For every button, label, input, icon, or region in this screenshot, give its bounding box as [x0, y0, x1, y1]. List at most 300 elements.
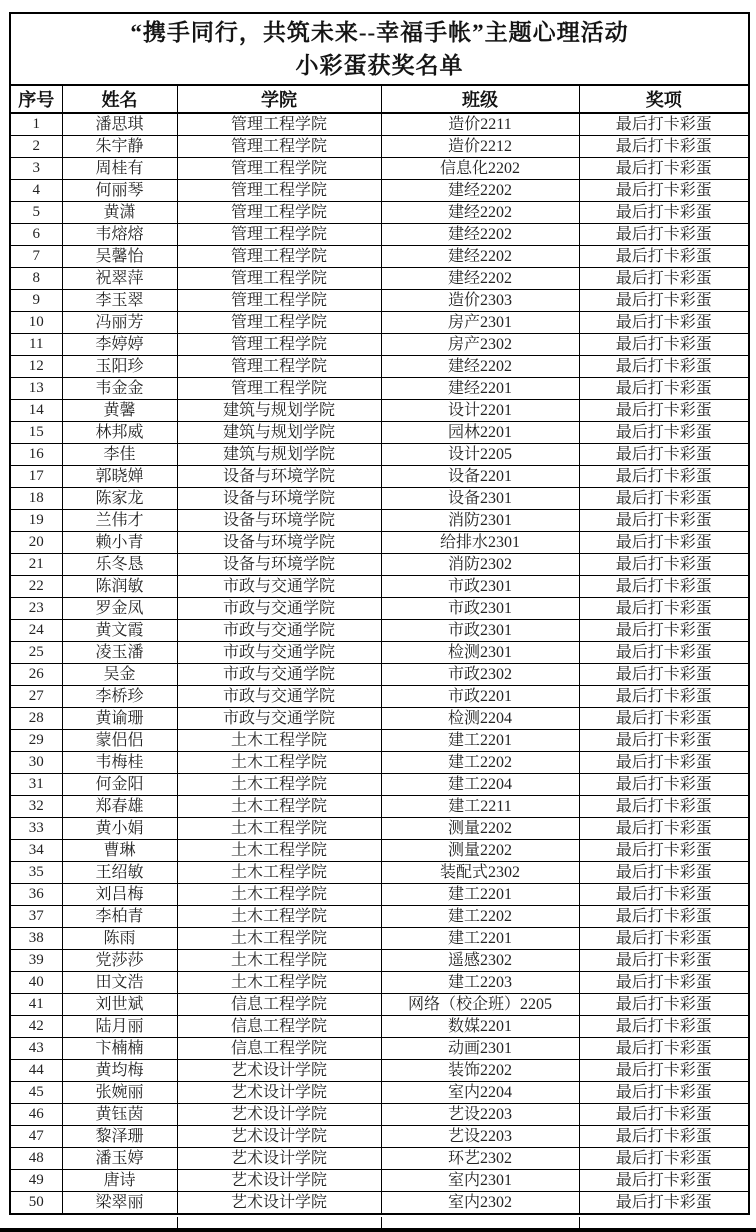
- cell-class: 遥感2302: [381, 950, 579, 972]
- cell-class: 建工2211: [381, 796, 579, 818]
- cell-college: 管理工程学院: [177, 290, 381, 312]
- cell-award: 最后打卡彩蛋: [579, 290, 749, 312]
- cell-college: 市政与交通学院: [177, 576, 381, 598]
- cell-class: 消防2302: [381, 554, 579, 576]
- cell-award: 最后打卡彩蛋: [579, 598, 749, 620]
- table-row: [10, 510, 749, 532]
- table-row: [10, 752, 749, 774]
- cell-award: 最后打卡彩蛋: [579, 664, 749, 686]
- cell-award: 最后打卡彩蛋: [579, 1082, 749, 1104]
- cell-class: 建经2202: [381, 356, 579, 378]
- cell-class: 造价2212: [381, 136, 579, 158]
- cell-award: 最后打卡彩蛋: [579, 158, 749, 180]
- table-row: [10, 1170, 749, 1192]
- cell-name: 黎泽珊: [62, 1126, 177, 1148]
- cell-class: 建经2202: [381, 268, 579, 290]
- cell-college: 管理工程学院: [177, 378, 381, 400]
- bottom-scan-line: [0, 1228, 756, 1232]
- table-row: [10, 334, 749, 356]
- cell-class: 建经2202: [381, 246, 579, 268]
- cell-no: 32: [10, 796, 62, 818]
- cell-college: 艺术设计学院: [177, 1104, 381, 1126]
- cell-name: 李桥珍: [62, 686, 177, 708]
- cell-no: 1: [10, 113, 62, 136]
- table-row: [10, 862, 749, 884]
- cell-award: 最后打卡彩蛋: [579, 1060, 749, 1082]
- cell-name: 凌玉潘: [62, 642, 177, 664]
- cell-name: 梁翠丽: [62, 1192, 177, 1215]
- table-row: [10, 532, 749, 554]
- document-title: [10, 13, 749, 85]
- title-line-2: 小彩蛋获奖名单: [295, 53, 464, 78]
- cell-no: 8: [10, 268, 62, 290]
- cell-college: 土木工程学院: [177, 972, 381, 994]
- table-row: [10, 598, 749, 620]
- cell-class: 建工2202: [381, 752, 579, 774]
- cell-no: 25: [10, 642, 62, 664]
- cell-award: 最后打卡彩蛋: [579, 1170, 749, 1192]
- cell-no: 9: [10, 290, 62, 312]
- cell-name: 卞楠楠: [62, 1038, 177, 1060]
- cell-class: 数媒2201: [381, 1016, 579, 1038]
- cell-name: 刘世斌: [62, 994, 177, 1016]
- cell-name: 陈家龙: [62, 488, 177, 510]
- cell-no: 33: [10, 818, 62, 840]
- cell-college: 建筑与规划学院: [177, 400, 381, 422]
- cell-class: 测量2202: [381, 840, 579, 862]
- cell-college: 市政与交通学院: [177, 708, 381, 730]
- cell-class: 建工2201: [381, 928, 579, 950]
- cell-name: 田文浩: [62, 972, 177, 994]
- cell-name: 李婷婷: [62, 334, 177, 356]
- cell-no: 2: [10, 136, 62, 158]
- table-row: [10, 290, 749, 312]
- cell-no: 5: [10, 202, 62, 224]
- cell-award: 最后打卡彩蛋: [579, 180, 749, 202]
- cell-class: 装饰2202: [381, 1060, 579, 1082]
- cell-no: 39: [10, 950, 62, 972]
- title-line-1: “携手同行，共筑未来--幸福手帐”主题心理活动: [130, 20, 629, 45]
- cell-award: 最后打卡彩蛋: [579, 422, 749, 444]
- cell-class: 给排水2301: [381, 532, 579, 554]
- cell-no: 40: [10, 972, 62, 994]
- cell-no: 49: [10, 1170, 62, 1192]
- cell-name: 黄潇: [62, 202, 177, 224]
- cell-name: 罗金凤: [62, 598, 177, 620]
- cell-no: 23: [10, 598, 62, 620]
- cell-award: 最后打卡彩蛋: [579, 1126, 749, 1148]
- cell-class: 市政2302: [381, 664, 579, 686]
- cell-college: 艺术设计学院: [177, 1082, 381, 1104]
- cell-college: 管理工程学院: [177, 113, 381, 136]
- cell-name: 何金阳: [62, 774, 177, 796]
- title-row: [10, 13, 749, 85]
- cell-award: 最后打卡彩蛋: [579, 1016, 749, 1038]
- cell-name: 刘吕梅: [62, 884, 177, 906]
- table-row: [10, 972, 749, 994]
- cell-no: 10: [10, 312, 62, 334]
- cell-award: 最后打卡彩蛋: [579, 1192, 749, 1215]
- table-row: [10, 950, 749, 972]
- cell-award: 最后打卡彩蛋: [579, 950, 749, 972]
- cell-college: 管理工程学院: [177, 224, 381, 246]
- table-row: [10, 686, 749, 708]
- cell-college: 设备与环境学院: [177, 532, 381, 554]
- cell-no: 31: [10, 774, 62, 796]
- cell-award: 最后打卡彩蛋: [579, 312, 749, 334]
- cell-no: 43: [10, 1038, 62, 1060]
- column-header-college: 学院: [177, 85, 381, 113]
- cell-award: 最后打卡彩蛋: [579, 796, 749, 818]
- cell-award: 最后打卡彩蛋: [579, 928, 749, 950]
- cell-award: 最后打卡彩蛋: [579, 862, 749, 884]
- cell-award: 最后打卡彩蛋: [579, 708, 749, 730]
- cell-award: 最后打卡彩蛋: [579, 730, 749, 752]
- cell-college: 土木工程学院: [177, 884, 381, 906]
- cell-no: 26: [10, 664, 62, 686]
- table-row: [10, 488, 749, 510]
- table-row: [10, 730, 749, 752]
- cell-award: 最后打卡彩蛋: [579, 906, 749, 928]
- cell-no: 41: [10, 994, 62, 1016]
- cell-award: 最后打卡彩蛋: [579, 1038, 749, 1060]
- cell-no: 29: [10, 730, 62, 752]
- table-row: [10, 268, 749, 290]
- cell-college: 管理工程学院: [177, 180, 381, 202]
- table-row: [10, 642, 749, 664]
- table-row: [10, 576, 749, 598]
- cell-name: 乐冬恳: [62, 554, 177, 576]
- cell-name: 吴金: [62, 664, 177, 686]
- cell-name: 唐诗: [62, 1170, 177, 1192]
- cell-no: 18: [10, 488, 62, 510]
- cell-class: 设计2201: [381, 400, 579, 422]
- cell-name: 黄钰茵: [62, 1104, 177, 1126]
- cell-class: 室内2204: [381, 1082, 579, 1104]
- cell-no: 6: [10, 224, 62, 246]
- cell-award: 最后打卡彩蛋: [579, 1104, 749, 1126]
- cell-college: 市政与交通学院: [177, 598, 381, 620]
- cell-class: 建经2201: [381, 378, 579, 400]
- table-row: [10, 246, 749, 268]
- cell-name: 黄均梅: [62, 1060, 177, 1082]
- cell-name: 王绍敏: [62, 862, 177, 884]
- table-row: [10, 356, 749, 378]
- cell-no: 24: [10, 620, 62, 642]
- cell-name: 玉阳珍: [62, 356, 177, 378]
- table-row: [10, 1148, 749, 1170]
- cell-class: 建工2204: [381, 774, 579, 796]
- cell-award: 最后打卡彩蛋: [579, 268, 749, 290]
- cell-college: 土木工程学院: [177, 950, 381, 972]
- cell-name: 周桂有: [62, 158, 177, 180]
- cell-name: 何丽琴: [62, 180, 177, 202]
- cell-college: 信息工程学院: [177, 1038, 381, 1060]
- cell-award: 最后打卡彩蛋: [579, 686, 749, 708]
- table-row: [10, 1082, 749, 1104]
- cell-class: 房产2301: [381, 312, 579, 334]
- table-row: [10, 180, 749, 202]
- table-row: [10, 554, 749, 576]
- table-row: [10, 1104, 749, 1126]
- cell-name: 潘玉婷: [62, 1148, 177, 1170]
- cell-name: 吴馨怡: [62, 246, 177, 268]
- cell-college: 土木工程学院: [177, 752, 381, 774]
- cell-class: 建工2202: [381, 906, 579, 928]
- table-row: [10, 466, 749, 488]
- scan-line-stub: [177, 1217, 178, 1228]
- cell-name: 赖小青: [62, 532, 177, 554]
- table-row: [10, 928, 749, 950]
- cell-college: 管理工程学院: [177, 158, 381, 180]
- cell-name: 陆月丽: [62, 1016, 177, 1038]
- award-winners-table: [9, 12, 750, 1215]
- cell-no: 15: [10, 422, 62, 444]
- cell-college: 市政与交通学院: [177, 686, 381, 708]
- cell-name: 黄馨: [62, 400, 177, 422]
- cell-class: 设备2301: [381, 488, 579, 510]
- cell-name: 林邦威: [62, 422, 177, 444]
- cell-no: 35: [10, 862, 62, 884]
- cell-award: 最后打卡彩蛋: [579, 334, 749, 356]
- cell-no: 17: [10, 466, 62, 488]
- table-row: [10, 1038, 749, 1060]
- cell-award: 最后打卡彩蛋: [579, 576, 749, 598]
- cell-college: 市政与交通学院: [177, 664, 381, 686]
- column-header-no: 序号: [10, 85, 62, 113]
- cell-name: 郑春雄: [62, 796, 177, 818]
- table-row: [10, 1126, 749, 1148]
- table-row: [10, 136, 749, 158]
- table-row: [10, 158, 749, 180]
- cell-college: 管理工程学院: [177, 268, 381, 290]
- cell-name: 陈雨: [62, 928, 177, 950]
- header-row: [10, 85, 749, 113]
- cell-name: 蒙侣侣: [62, 730, 177, 752]
- cell-award: 最后打卡彩蛋: [579, 488, 749, 510]
- cell-no: 21: [10, 554, 62, 576]
- table-row: [10, 1016, 749, 1038]
- cell-college: 土木工程学院: [177, 862, 381, 884]
- cell-class: 环艺2302: [381, 1148, 579, 1170]
- cell-no: 30: [10, 752, 62, 774]
- cell-no: 47: [10, 1126, 62, 1148]
- cell-class: 测量2202: [381, 818, 579, 840]
- cell-no: 4: [10, 180, 62, 202]
- cell-award: 最后打卡彩蛋: [579, 224, 749, 246]
- cell-no: 16: [10, 444, 62, 466]
- cell-class: 建工2201: [381, 884, 579, 906]
- cell-no: 11: [10, 334, 62, 356]
- cell-class: 造价2303: [381, 290, 579, 312]
- cell-college: 设备与环境学院: [177, 488, 381, 510]
- cell-class: 动画2301: [381, 1038, 579, 1060]
- cell-college: 市政与交通学院: [177, 642, 381, 664]
- cell-college: 建筑与规划学院: [177, 444, 381, 466]
- cell-class: 检测2204: [381, 708, 579, 730]
- cell-college: 土木工程学院: [177, 730, 381, 752]
- cell-class: 建经2202: [381, 224, 579, 246]
- cell-class: 室内2301: [381, 1170, 579, 1192]
- table-row: [10, 664, 749, 686]
- cell-college: 艺术设计学院: [177, 1060, 381, 1082]
- table-row: [10, 202, 749, 224]
- cell-no: 50: [10, 1192, 62, 1215]
- cell-no: 38: [10, 928, 62, 950]
- cell-no: 14: [10, 400, 62, 422]
- cell-no: 12: [10, 356, 62, 378]
- cell-class: 市政2201: [381, 686, 579, 708]
- cell-award: 最后打卡彩蛋: [579, 378, 749, 400]
- cell-college: 土木工程学院: [177, 840, 381, 862]
- cell-class: 园林2201: [381, 422, 579, 444]
- column-header-name: 姓名: [62, 85, 177, 113]
- cell-award: 最后打卡彩蛋: [579, 818, 749, 840]
- cell-award: 最后打卡彩蛋: [579, 972, 749, 994]
- cell-no: 44: [10, 1060, 62, 1082]
- cell-college: 管理工程学院: [177, 136, 381, 158]
- cell-college: 设备与环境学院: [177, 510, 381, 532]
- cell-college: 设备与环境学院: [177, 466, 381, 488]
- cell-class: 建工2203: [381, 972, 579, 994]
- cell-award: 最后打卡彩蛋: [579, 620, 749, 642]
- cell-college: 管理工程学院: [177, 246, 381, 268]
- table-row: [10, 708, 749, 730]
- cell-college: 信息工程学院: [177, 994, 381, 1016]
- table-row: [10, 378, 749, 400]
- table-row: [10, 1060, 749, 1082]
- cell-no: 22: [10, 576, 62, 598]
- cell-class: 信息化2202: [381, 158, 579, 180]
- cell-award: 最后打卡彩蛋: [579, 400, 749, 422]
- cell-name: 李玉翠: [62, 290, 177, 312]
- scan-line-stub: [579, 1217, 580, 1228]
- table-row: [10, 840, 749, 862]
- table-row: [10, 774, 749, 796]
- cell-award: 最后打卡彩蛋: [579, 752, 749, 774]
- cell-no: 13: [10, 378, 62, 400]
- cell-award: 最后打卡彩蛋: [579, 510, 749, 532]
- cell-college: 管理工程学院: [177, 356, 381, 378]
- scan-line-stub: [381, 1217, 382, 1228]
- cell-college: 土木工程学院: [177, 928, 381, 950]
- cell-award: 最后打卡彩蛋: [579, 642, 749, 664]
- cell-class: 装配式2302: [381, 862, 579, 884]
- cell-name: 曹琳: [62, 840, 177, 862]
- cell-class: 建工2201: [381, 730, 579, 752]
- cell-no: 48: [10, 1148, 62, 1170]
- cell-class: 建经2202: [381, 180, 579, 202]
- table-row: [10, 884, 749, 906]
- cell-class: 检测2301: [381, 642, 579, 664]
- table-row: [10, 224, 749, 246]
- cell-college: 管理工程学院: [177, 202, 381, 224]
- cell-college: 艺术设计学院: [177, 1126, 381, 1148]
- cell-college: 管理工程学院: [177, 312, 381, 334]
- cell-college: 管理工程学院: [177, 334, 381, 356]
- cell-class: 房产2302: [381, 334, 579, 356]
- cell-class: 设计2205: [381, 444, 579, 466]
- column-header-class: 班级: [381, 85, 579, 113]
- cell-no: 37: [10, 906, 62, 928]
- cell-class: 艺设2203: [381, 1126, 579, 1148]
- cell-name: 潘思琪: [62, 113, 177, 136]
- table-row: [10, 1192, 749, 1215]
- cell-class: 建经2202: [381, 202, 579, 224]
- cell-award: 最后打卡彩蛋: [579, 202, 749, 224]
- table-row: [10, 796, 749, 818]
- cell-no: 20: [10, 532, 62, 554]
- cell-no: 28: [10, 708, 62, 730]
- table-row: [10, 400, 749, 422]
- cell-class: 室内2302: [381, 1192, 579, 1215]
- cell-no: 45: [10, 1082, 62, 1104]
- cell-college: 信息工程学院: [177, 1016, 381, 1038]
- cell-class: 市政2301: [381, 576, 579, 598]
- cell-award: 最后打卡彩蛋: [579, 246, 749, 268]
- cell-no: 36: [10, 884, 62, 906]
- cell-name: 韦金金: [62, 378, 177, 400]
- cell-no: 46: [10, 1104, 62, 1126]
- cell-name: 黄文霞: [62, 620, 177, 642]
- cell-no: 34: [10, 840, 62, 862]
- cell-award: 最后打卡彩蛋: [579, 356, 749, 378]
- column-header-award: 奖项: [579, 85, 749, 113]
- cell-award: 最后打卡彩蛋: [579, 532, 749, 554]
- cell-award: 最后打卡彩蛋: [579, 444, 749, 466]
- cell-name: 冯丽芳: [62, 312, 177, 334]
- cell-name: 黄谕珊: [62, 708, 177, 730]
- cell-name: 祝翠萍: [62, 268, 177, 290]
- cell-award: 最后打卡彩蛋: [579, 1148, 749, 1170]
- table-row: [10, 113, 749, 136]
- cell-college: 土木工程学院: [177, 774, 381, 796]
- cell-college: 土木工程学院: [177, 818, 381, 840]
- cell-no: 42: [10, 1016, 62, 1038]
- cell-college: 设备与环境学院: [177, 554, 381, 576]
- cell-college: 艺术设计学院: [177, 1170, 381, 1192]
- cell-award: 最后打卡彩蛋: [579, 466, 749, 488]
- table-row: [10, 994, 749, 1016]
- cell-class: 市政2301: [381, 620, 579, 642]
- cell-name: 张婉丽: [62, 1082, 177, 1104]
- table-row: [10, 444, 749, 466]
- cell-name: 李佳: [62, 444, 177, 466]
- cell-college: 市政与交通学院: [177, 620, 381, 642]
- table-row: [10, 818, 749, 840]
- cell-no: 19: [10, 510, 62, 532]
- cell-college: 艺术设计学院: [177, 1192, 381, 1215]
- cell-class: 设备2201: [381, 466, 579, 488]
- table-body: [10, 113, 749, 1214]
- table-row: [10, 422, 749, 444]
- cell-name: 郭晓婵: [62, 466, 177, 488]
- cell-name: 韦熔熔: [62, 224, 177, 246]
- cell-award: 最后打卡彩蛋: [579, 554, 749, 576]
- cell-college: 艺术设计学院: [177, 1148, 381, 1170]
- cell-name: 党莎莎: [62, 950, 177, 972]
- cell-class: 网络（校企班）2205: [381, 994, 579, 1016]
- cell-class: 市政2301: [381, 598, 579, 620]
- cell-class: 消防2301: [381, 510, 579, 532]
- table-row: [10, 906, 749, 928]
- cell-college: 土木工程学院: [177, 796, 381, 818]
- cell-no: 3: [10, 158, 62, 180]
- cell-college: 土木工程学院: [177, 906, 381, 928]
- cell-award: 最后打卡彩蛋: [579, 136, 749, 158]
- cell-no: 7: [10, 246, 62, 268]
- cell-award: 最后打卡彩蛋: [579, 994, 749, 1016]
